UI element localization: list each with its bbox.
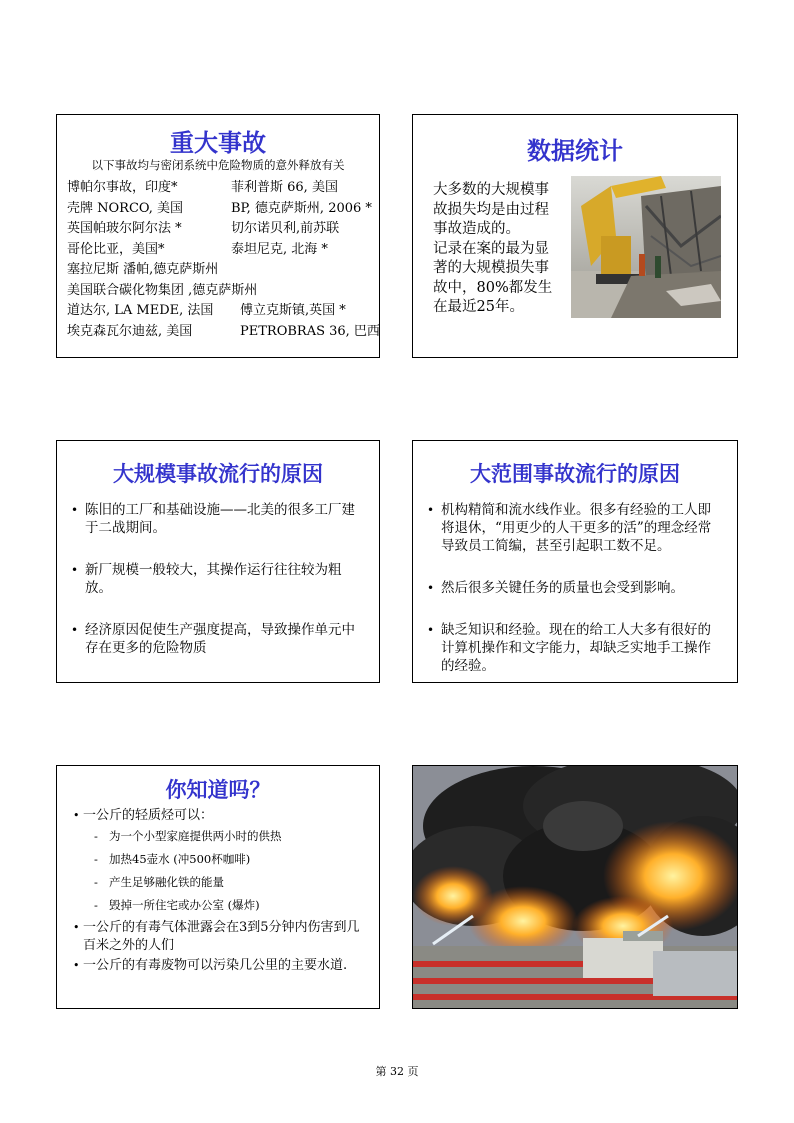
list-item: [67, 260, 377, 281]
bullet-icon: •: [427, 503, 435, 517]
bullet-icon: •: [427, 581, 435, 595]
bullet-text: 新厂规模一般较大，其操作运行往往较为粗放。: [85, 562, 342, 596]
list-item: [73, 919, 369, 955]
bullet-icon: •: [73, 921, 80, 934]
slide-causes-wide-scale: [412, 440, 738, 683]
list-item: [71, 561, 365, 597]
bullet-text: 产生足够融化铁的能量: [109, 875, 224, 889]
bullet-icon: •: [427, 623, 435, 637]
list-item: [67, 301, 377, 322]
bullet-text: 然后很多关键任务的质量也会受到影响。: [441, 580, 684, 596]
accident-name: 泰坦尼克, 北海 *: [231, 241, 328, 257]
accident-name: 菲利普斯 66, 美国: [231, 180, 338, 195]
slide-title: 你知道吗？: [165, 777, 271, 802]
bullet-text: 一公斤的有毒气体泄露会在3到5分钟内伤害到几百米之外的人们: [83, 920, 360, 953]
list-item: [67, 199, 377, 220]
list-item: [427, 579, 723, 597]
accident-name: 塞拉尼斯 潘帕,德克萨斯州: [67, 262, 219, 277]
text-line: 事故造成的。: [433, 221, 520, 237]
bullet-icon: •: [73, 809, 80, 822]
sub-list-item: [73, 873, 369, 891]
bullet-text: 机构精简和流水线作业。很多有经验的工人即将退休，“用更少的人干更多的活”的理念经常导致员工简编，甚至引起职工数不足。: [441, 502, 712, 554]
bullet-icon: •: [71, 503, 79, 517]
accident-name: 切尔诺贝利,前苏联: [231, 221, 340, 236]
slide-subtitle: 以下事故均与密闭系统中危险物质的意外释放有关: [91, 158, 345, 172]
accident-name: BP, 德克萨斯州, 2006 *: [231, 200, 372, 216]
text-line: 在最近25年。: [433, 299, 524, 315]
text-line: 大多数的大规模事: [433, 182, 549, 198]
slide-causes-large-scale: [56, 440, 380, 683]
list-item: [73, 807, 369, 825]
sub-list-item: [73, 850, 369, 868]
dash-icon: -: [94, 852, 98, 866]
list-item: [71, 621, 365, 657]
refinery-fire-photo: [412, 765, 738, 1009]
text-line: 故中，80%都发生: [433, 279, 553, 296]
accident-name: 埃克森瓦尔迪兹, 美国: [67, 323, 193, 339]
bullet-text: 一公斤的轻质烃可以：: [83, 808, 214, 823]
dash-icon: -: [94, 875, 98, 889]
text-line: 记录在案的最为显: [433, 240, 549, 257]
bullet-text: 毁掉一所住宅或办公室 (爆炸): [109, 898, 260, 912]
dash-icon: -: [94, 898, 98, 912]
bullet-text: 陈旧的工厂和基础设施——北美的很多工厂建于二战期间。: [85, 502, 355, 536]
bullet-list: [71, 501, 365, 681]
list-item: [67, 322, 380, 343]
list-item: [427, 621, 723, 675]
text-line: 著的大规模损失事: [433, 260, 549, 276]
slide-statistics: [412, 114, 738, 358]
bullet-text: 为一个小型家庭提供两小时的供热: [109, 829, 282, 843]
bullet-icon: •: [71, 623, 79, 637]
text-line: 故损失均是由过程: [433, 201, 549, 218]
dash-icon: -: [94, 829, 98, 843]
list-item: [67, 178, 377, 199]
list-item: [67, 281, 377, 302]
list-item: [67, 219, 377, 240]
slide-major-accidents: [56, 114, 380, 358]
bullet-text: 加热45壶水 (冲500杯咖啡): [109, 852, 251, 866]
sub-list-item: [73, 827, 369, 845]
bullet-icon: •: [73, 959, 80, 972]
accident-name: 哥伦比亚，美国*: [67, 241, 165, 257]
list-item: [73, 957, 369, 975]
statistics-text: [433, 181, 569, 318]
sub-list-item: [73, 896, 369, 914]
accident-name: 壳牌 NORCO, 美国: [67, 200, 184, 216]
slide-title: 数据统计: [527, 136, 623, 165]
bullet-icon: •: [71, 563, 79, 577]
page-number: 第 32 页: [375, 1065, 419, 1078]
bullet-text: 一公斤的有毒废物可以污染几公里的主要水道.: [83, 958, 348, 973]
slide-did-you-know: [56, 765, 380, 1009]
bullet-text: 经济原因促使生产强度提高，导致操作单元中存在更多的危险物质: [85, 622, 355, 656]
bullet-text: 缺乏知识和经验。现在的给工人大多有很好的计算机操作和文字能力，却缺乏实地手工操作的经验。: [441, 622, 711, 674]
accident-name: 道达尔, LA MEDE, 法国: [67, 303, 214, 318]
bullet-list: [427, 501, 723, 699]
accident-name: 美国联合碳化物集团 ,德克萨斯州: [67, 282, 258, 298]
list-item: [71, 501, 365, 537]
list-item: [427, 501, 723, 555]
list-item: [67, 240, 377, 261]
slide-title: 大范围事故流行的原因: [470, 461, 680, 486]
accident-name: PETROBRAS 36, 巴西: [240, 323, 380, 339]
fact-list: [73, 807, 369, 977]
accident-name: 博帕尔事故，印度*: [67, 180, 178, 195]
demolition-photo: [571, 176, 721, 318]
slide-title: 大规模事故流行的原因: [113, 461, 323, 486]
accident-list: [67, 178, 380, 342]
slide-title: 重大事故: [170, 128, 266, 157]
accident-name: 英国帕玻尔阿尔法 *: [67, 221, 182, 236]
accident-name: 傅立克斯镇,英国 *: [240, 303, 346, 318]
